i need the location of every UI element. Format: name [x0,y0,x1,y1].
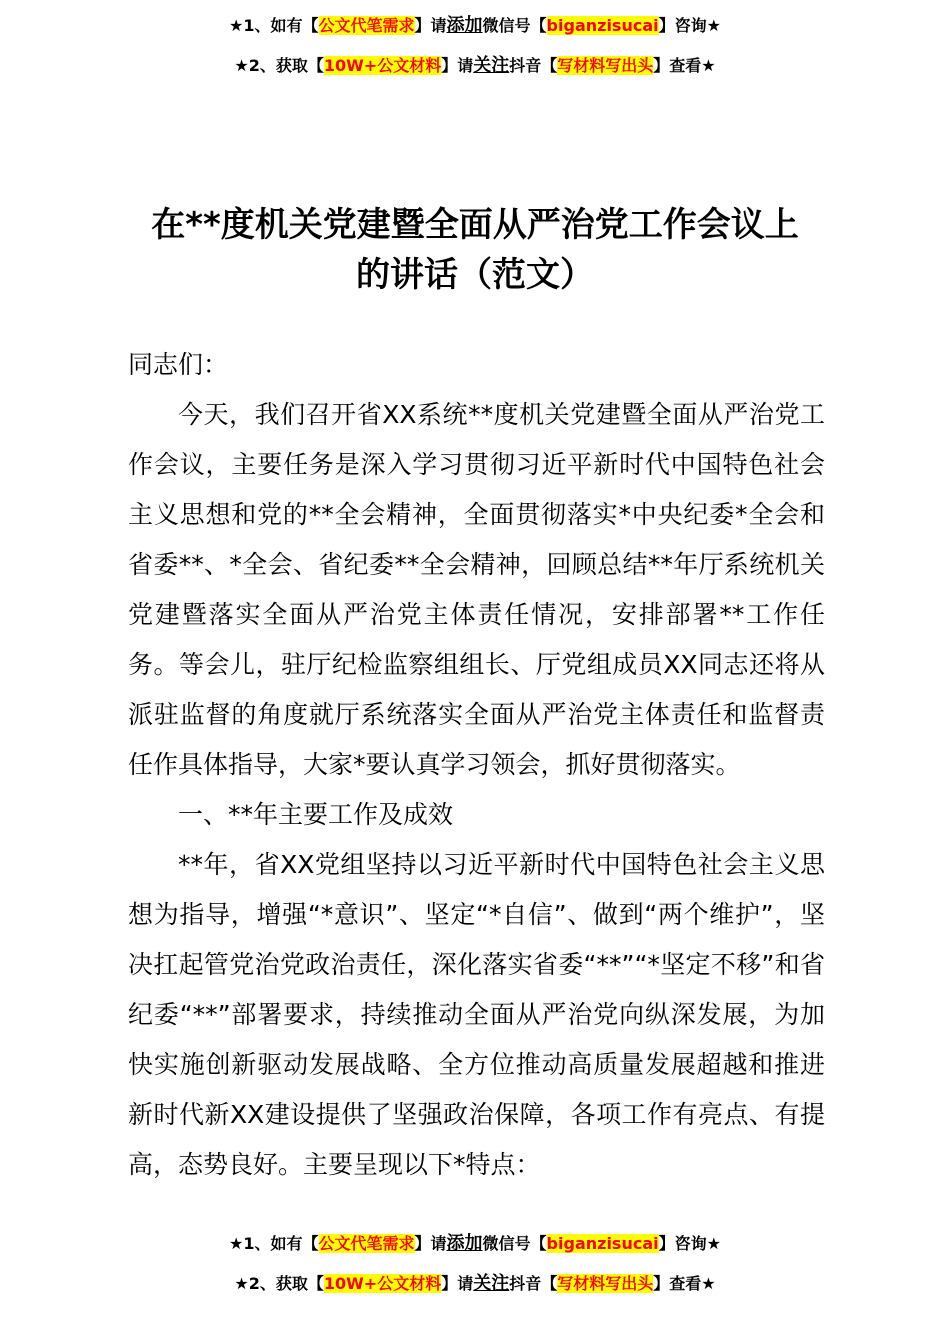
document-title [120,200,830,300]
banner-emphasis: 关注 [473,55,510,76]
banner-text: ★2、获取【 [234,56,324,75]
banner-line-2 [0,1274,950,1294]
banner-highlight: 公文代笔需求 [318,1234,415,1253]
banner-highlight: biganzisucai [546,1234,659,1253]
top-banner [0,16,950,76]
banner-text: 】请 [414,16,447,35]
banner-text: 】请 [441,56,474,75]
banner-text: 抖音【 [509,1274,558,1293]
section-heading: 一、**年主要工作及成效 [178,800,454,829]
banner-text: 】查看★ [653,1274,716,1293]
banner-highlight: 10W+公文材料 [323,1274,442,1293]
banner-text: 微信号【 [482,1234,547,1253]
banner-text: 微信号【 [482,16,547,35]
salutation: 同志们： [128,350,229,379]
banner-highlight: 写材料写出头 [557,1274,654,1293]
banner-highlight: biganzisucai [546,16,659,35]
banner-highlight: 公文代笔需求 [318,16,415,35]
banner-text: 抖音【 [509,56,558,75]
banner-line-1 [0,1234,950,1254]
banner-highlight: 写材料写出头 [557,56,654,75]
bottom-banner [0,1234,950,1294]
banner-line-1 [0,16,950,36]
title-line-2: 的讲话（范文） [356,255,594,295]
banner-text: 】请 [414,1234,447,1253]
banner-highlight: 10W+公文材料 [323,56,442,75]
title-line-1: 在**度机关党建暨全面从严治党工作会议上 [151,205,799,245]
banner-text: 】咨询★ [658,1234,721,1253]
banner-line-2 [0,56,950,76]
paragraph-achievements: **年，省XX党组坚持以习近平新时代中国特色社会主义思想为指导，增强“*意识”、坚定“*自信”、做到“两个维护”，坚决扛起管党治党政治责任，深化落实省委“**”“*坚定不移”和省纪委“**”部署要求，持续推动全面从严治党向纵深发展，为加快实施创新驱动发展战略、全方位推动高质量发展超越和推进新时代新XX建设提供了坚强政治保障，各项工作有亮点、有提高，态势良好。主要呈现以下*特点： [128,850,825,1179]
banner-emphasis: 添加 [446,15,483,36]
banner-text: ★1、如有【 [229,1234,319,1253]
paragraph-intro: 今天，我们召开省XX系统**度机关党建暨全面从严治党工作会议，主要任务是深入学习贯彻习近平新时代中国特色社会主义思想和党的**全会精神，全面贯彻落实*中央纪委*全会和省委**、*全会、省纪委**全会精神，回顾总结**年厅系统机关党建暨落实全面从严治党主体责任情况，安排部署**工作任务。等会儿，驻厅纪检监察组组长、厅党组成员XX同志还将从派驻监督的角度就厅系统落实全面从严治党主体责任和监督责任作具体指导，大家*要认真学习领会，抓好贯彻落实。 [128,400,825,779]
banner-text: ★1、如有【 [229,16,319,35]
banner-emphasis: 关注 [473,1273,510,1294]
banner-text: ★2、获取【 [234,1274,324,1293]
banner-text: 】咨询★ [658,16,721,35]
banner-emphasis: 添加 [446,1233,483,1254]
banner-text: 】查看★ [653,56,716,75]
document-body [128,340,825,1190]
banner-text: 】请 [441,1274,474,1293]
